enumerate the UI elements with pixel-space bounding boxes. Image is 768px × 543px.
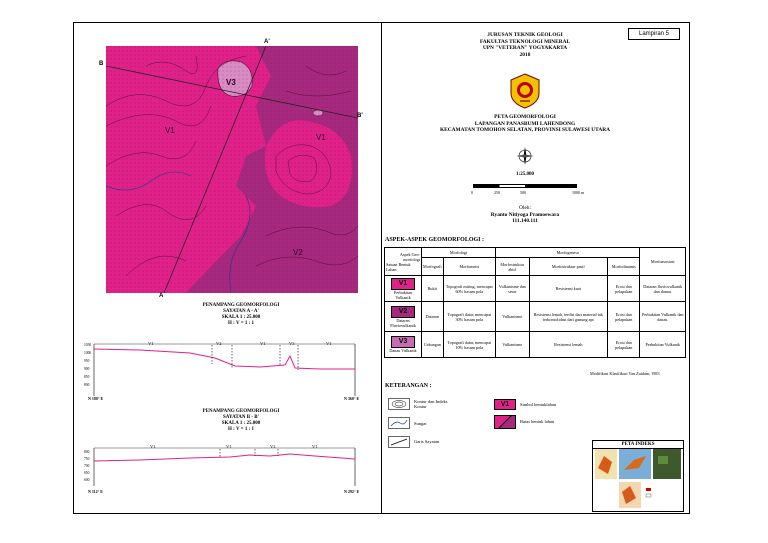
map-label-a-prime: A' [264, 39, 270, 45]
header-morfostruktur-pasif: Morfostruktur pasif [529, 258, 608, 276]
scale-bar [473, 184, 577, 188]
landform-symbol-icon: V1 [494, 399, 516, 410]
table-row: V3 Danau Vulkanik Cekungan Topografi datar, mencapai 10% hasam pola Vulkanisme Resistensi lemah Erosi dan pelapukan Perbukitan Vulkanik [385, 332, 686, 358]
header-morfogenesa: Morfogenesa [495, 248, 639, 258]
section-b-left-label: N 112° E [88, 489, 103, 494]
scalebar-tick-1: 250 [494, 190, 500, 195]
section-a-unit-4: V1 [326, 341, 332, 346]
scalebar-tick-2: 500 [520, 190, 526, 195]
header-morfoasosiasi: Morfoasosiasi [640, 248, 686, 276]
unit-cell-v2: V2 Dataran Fluviovulkanik [385, 302, 422, 332]
scale-text: 1:25.000 [516, 172, 534, 177]
section-b-ytick-4: 600 [84, 478, 90, 482]
sheet-divider [381, 22, 382, 514]
legend-river-label: Sungai [414, 421, 427, 426]
author-block: Oleh: Ryanto Nitiyoga Pramoewara 111.140.111 [490, 205, 560, 224]
header-morfometri: Morfometri [443, 258, 495, 276]
section-a-title: PENAMPANG GEOMORFOLOGI SAYATAN A - A' SKALA 1 : 25.000 H : V = 1 : 1 [202, 303, 280, 326]
section-b-unit-1: V1 [226, 444, 232, 449]
section-a-unit-0: V1 [148, 341, 154, 346]
map-title-block: PETA GEOMORFOLOGI LAPANGAN PANASBUMI LAHENDONG KECAMATAN TOMOHON SELATAN, PROVINSI SULAWESI UTARA [439, 114, 611, 133]
legend-contour-label: Kontur dan Indeks Kontur [414, 399, 448, 409]
section-b-unit-0: V1 [150, 444, 156, 449]
section-b-ytick-2: 700 [84, 464, 90, 468]
section-a-right-label: N 360° E [344, 396, 360, 401]
river-icon [388, 417, 410, 429]
table-row: V1 Perbukitan Vulkanik Bukit Topografi miring, mencapai 60% hasam pola Vulkanisme dan sesar Resistensi kuat Erosi dan pelapukan Dataran fluviovulkanik dan danau. [385, 276, 686, 302]
section-a-unit-1: V2 [216, 341, 222, 346]
section-a-ytick-1: 1000 [84, 351, 92, 355]
lampiran-box: Lampiran 5 [628, 28, 680, 40]
map-unit-v1-left: V1 [165, 126, 175, 135]
section-b-ytick-0: 800 [84, 450, 90, 454]
section-a-ytick-4: 850 [84, 375, 90, 379]
university-logo [508, 73, 542, 109]
section-b-profile [80, 442, 370, 492]
scalebar-tick-3: 1000 m [572, 190, 585, 195]
map-label-b: B [99, 61, 104, 67]
table-corner-cell: Aspek Geo-morfologi Satuan Bentuk Lahan [385, 248, 422, 276]
section-a-unit-3: V3 [289, 341, 295, 346]
legend-symbol-label: Simbol bentuklahan [520, 402, 557, 407]
header-morfostruktur-aktif: Morfostruktur aktif [495, 258, 529, 276]
unit-cell-v1: V1 Perbukitan Vulkanik [385, 276, 422, 302]
map-unit-v3: V3 [226, 78, 236, 87]
legend-boundary-label: Batas bentuk lahan [520, 419, 555, 424]
section-a-profile [80, 338, 370, 400]
scalebar-tick-0: 0 [471, 190, 473, 195]
map-unit-v2: V2 [293, 248, 303, 257]
header-morfografi: Morfografi [422, 258, 444, 276]
section-b-unit-3: V1 [312, 444, 318, 449]
aspek-heading: ASPEK-ASPEK GEOMORFOLOGI : [385, 237, 485, 243]
map-unit-v1-right: V1 [316, 133, 326, 142]
section-a-ytick-2: 950 [84, 359, 90, 363]
section-b-title: PENAMPANG GEOMORFOLOGI SAYATAN B - B' SKALA 1 : 25.000 H : V = 1 : 1 [202, 409, 280, 432]
landform-boundary-icon [494, 415, 516, 429]
geomorphology-table [384, 247, 686, 358]
section-a-ytick-5: 800 [84, 383, 90, 387]
header-morfodinamis: Morfodinamis [608, 258, 640, 276]
section-a-unit-2: V1 [260, 341, 266, 346]
index-map-images [594, 448, 682, 510]
section-a-ytick-0: 1050 [84, 343, 92, 347]
index-map-title: PETA INDEKS [593, 441, 683, 449]
map-label-a: A [159, 293, 164, 299]
legend-section-line-label: Garis Sayatan [414, 439, 440, 444]
section-line-icon [388, 436, 410, 448]
header-morfologi: Morfologi [422, 248, 496, 258]
classification-source: Modifikasi Klasifikasi Van Zuidam, 1983 [590, 371, 660, 376]
section-b-right-label: N 292° E [344, 489, 360, 494]
section-a-left-label: N 180° E [88, 396, 104, 401]
section-a-ytick-3: 900 [84, 367, 90, 371]
keterangan-heading: KETERANGAN : [385, 383, 432, 389]
contour-icon [388, 398, 410, 410]
section-b-ytick-1: 750 [84, 457, 90, 461]
north-arrow-icon [516, 147, 534, 165]
section-b-unit-2: V2 [270, 444, 276, 449]
institution-block: JURUSAN TEKNIK GEOLOGI FAKULTAS TEKNOLOGI MINERAL UPN "VETERAN" YOGYAKARTA 2018 [479, 32, 571, 58]
unit-cell-v3: V3 Danau Vulkanik [385, 332, 422, 358]
table-row: V2 Dataran Fluviovulkanik Dataran Topografi datar, mencapai 30% hasam pola Vulkanisme Resistensi lemah, terdiri dari material tak terkonsolidasi dari gunung api Erosi dan pelapukan Perbukitan Vulkanik dan danau. [385, 302, 686, 332]
map-label-b-prime: B' [357, 113, 363, 119]
section-b-ytick-3: 650 [84, 471, 90, 475]
